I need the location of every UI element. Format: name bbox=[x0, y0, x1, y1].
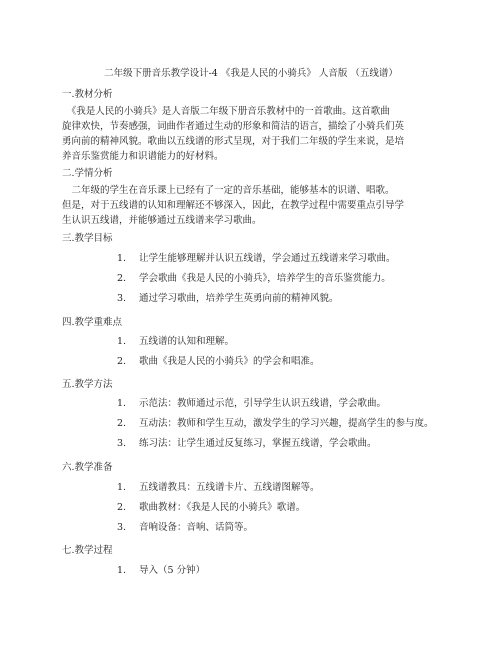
list-item bbox=[117, 501, 305, 514]
section-heading-teaching-process: 七.教学过程 bbox=[62, 545, 113, 556]
list-item bbox=[117, 252, 396, 265]
list-item-text: 互动法：教师和学生互动，激发学生的学习兴趣，提高学生的参与度。 bbox=[139, 418, 434, 429]
list-item bbox=[117, 272, 391, 285]
list-item-number: 1. bbox=[117, 565, 127, 576]
paragraph-line: 勇向前的精神风貌。歌曲以五线谱的形式呈现，对于我们二年级的学生来说，是培 bbox=[62, 136, 405, 147]
document-title: 二年级下册音乐教学设计-4 《我是人民的小骑兵》 人音版 （五线谱） bbox=[104, 68, 398, 79]
list-item-text: 音响设备：音响、话筒等。 bbox=[139, 522, 254, 533]
list-item-number: 1. bbox=[117, 253, 127, 264]
paragraph-line: 养音乐鉴赏能力和识谱能力的好材料。 bbox=[62, 151, 224, 162]
list-item-number: 1. bbox=[117, 398, 127, 409]
section-heading-teaching-material: 一.教材分析 bbox=[62, 89, 113, 100]
paragraph-line: 生认识五线谱，并能够通过五线谱来学习歌曲。 bbox=[62, 215, 262, 226]
list-item bbox=[117, 292, 339, 305]
list-item-number: 2. bbox=[117, 356, 127, 367]
list-item-number: 2. bbox=[117, 273, 127, 284]
list-item bbox=[117, 521, 253, 534]
list-item-text: 五线谱教具：五线谱卡片、五线谱图解等。 bbox=[139, 482, 320, 493]
list-item-text: 通过学习歌曲，培养学生英勇向前的精神风貌。 bbox=[139, 293, 339, 304]
list-item bbox=[117, 335, 234, 348]
list-item-text: 导入（5 分钟） bbox=[139, 565, 206, 576]
list-item-number: 3. bbox=[117, 522, 127, 533]
paragraph-line: 《我是人民的小骑兵》是人音版二年级下册音乐教材中的一首歌曲。这首歌曲 bbox=[62, 106, 390, 117]
list-item-text: 学会歌曲《我是人民的小骑兵》，培养学生的音乐鉴赏能力。 bbox=[139, 273, 391, 284]
list-item-text: 让学生能够理解并认识五线谱，学会通过五线谱来学习歌曲。 bbox=[139, 253, 396, 264]
list-item-text: 练习法：让学生通过反复练习，掌握五线谱，学会歌曲。 bbox=[139, 438, 377, 449]
section-paragraph-student-analysis bbox=[62, 183, 442, 228]
list-item-number: 2. bbox=[117, 418, 127, 429]
list-item bbox=[117, 437, 377, 450]
paragraph-line: 旋律欢快，节奏感强，词曲作者通过生动的形象和简洁的语言，描绘了小骑兵们英 bbox=[62, 121, 405, 132]
paragraph-line: 二年级的学生在音乐课上已经有了一定的音乐基础，能够基本的识谱、唱歌。 bbox=[62, 185, 395, 196]
list-item bbox=[117, 564, 205, 577]
list-item-number: 2. bbox=[117, 502, 127, 513]
list-item-text: 示范法：教师通过示范，引导学生认识五线谱，学会歌曲。 bbox=[139, 398, 387, 409]
section-heading-student-analysis: 二.学情分析 bbox=[62, 168, 113, 179]
list-item bbox=[117, 417, 434, 430]
list-item bbox=[117, 355, 320, 368]
list-item-number: 1. bbox=[117, 482, 127, 493]
list-item bbox=[117, 481, 320, 494]
list-item-text: 歌曲《我是人民的小骑兵》的学会和唱准。 bbox=[139, 356, 320, 367]
list-item-text: 五线谱的认知和理解。 bbox=[139, 336, 235, 347]
list-item bbox=[117, 397, 386, 410]
list-item-number: 3. bbox=[117, 293, 127, 304]
list-item-text: 歌曲教材：《我是人民的小骑兵》歌谱。 bbox=[139, 502, 306, 513]
section-paragraph-teaching-material bbox=[62, 104, 442, 164]
section-heading-teaching-goals: 三.教学目标 bbox=[62, 233, 113, 244]
list-item-number: 1. bbox=[117, 336, 127, 347]
list-item-number: 3. bbox=[117, 438, 127, 449]
section-heading-teaching-preparation: 六.教学准备 bbox=[62, 462, 113, 473]
section-heading-teaching-methods: 五.教学方法 bbox=[62, 379, 113, 390]
paragraph-line: 但是，对于五线谱的认知和理解还不够深入，因此，在教学过程中需要重点引导学 bbox=[62, 200, 405, 211]
section-heading-key-points: 四.教学重难点 bbox=[62, 317, 123, 328]
